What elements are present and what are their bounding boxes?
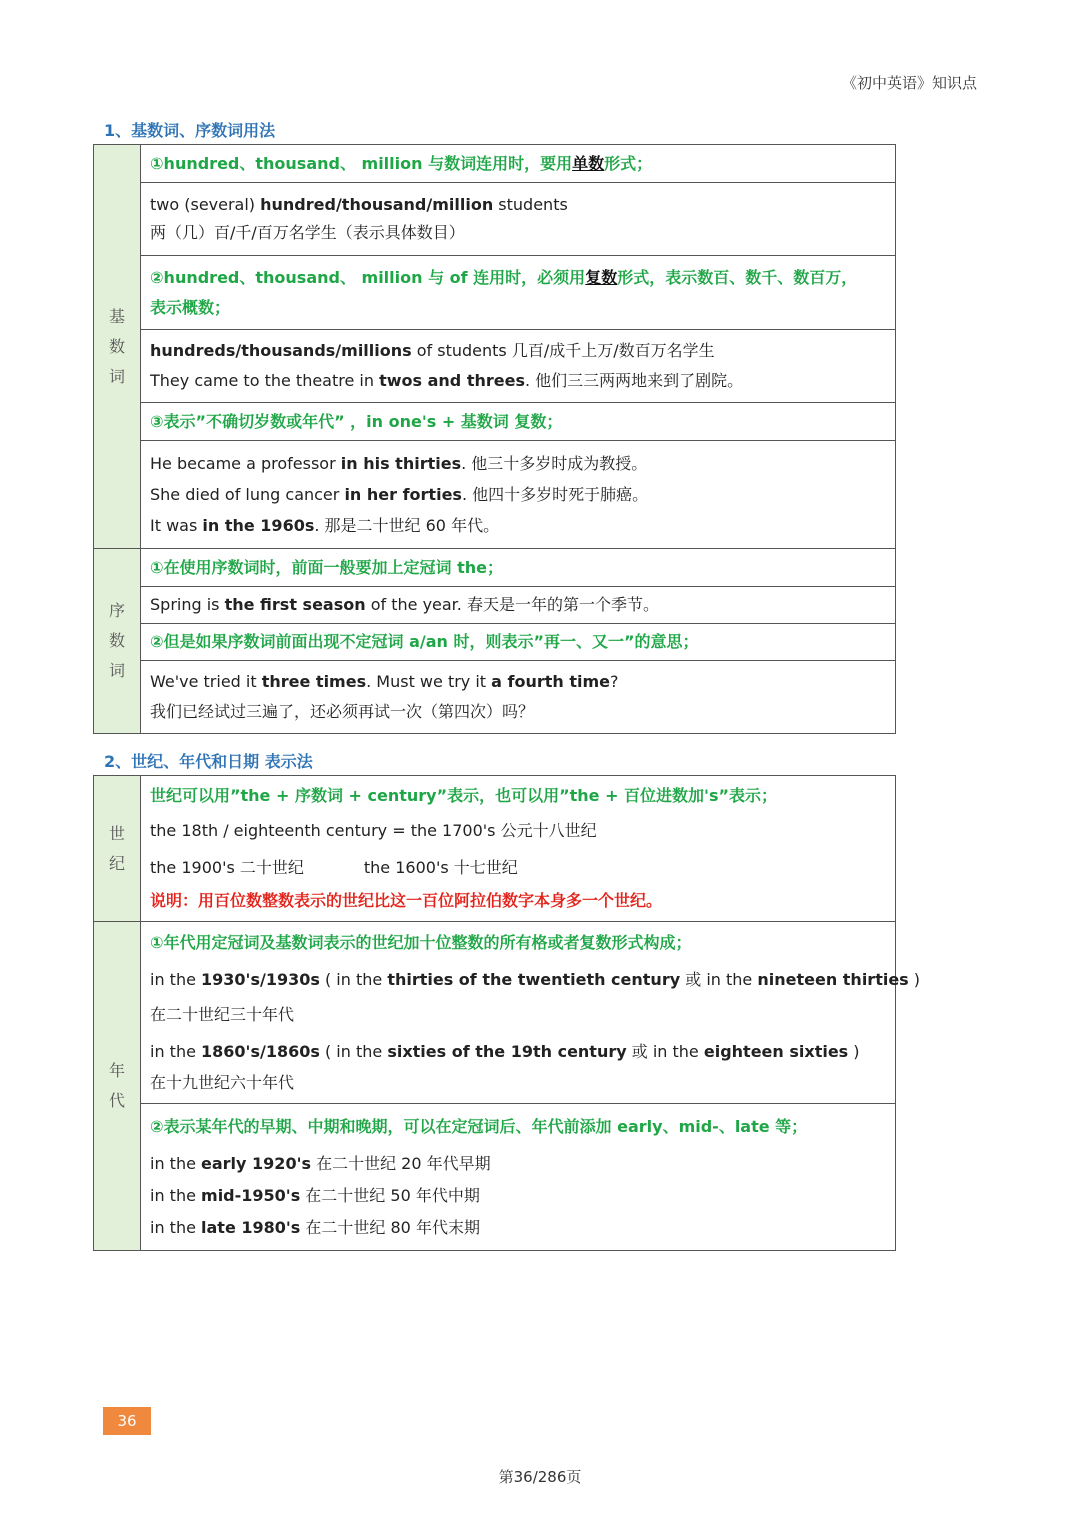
section-title-century-decade: 2、世纪、年代和日期 表示法 xyxy=(104,752,313,771)
rule-cell: ③表示”不确切岁数或年代” ，in one's + 基数词 复数； xyxy=(141,403,896,441)
rule-cell: ②hundred、thousand、 million 与 of 连用时，必须用复数形式，表示数百、数千、数百万， 表示概数； xyxy=(141,256,896,330)
example-cell: Spring is the first season of the year. 春天是一年的第一个季节。 xyxy=(141,587,896,624)
category-decade-label: 年 代 xyxy=(108,1061,125,1110)
category-decade xyxy=(94,922,141,1251)
page-number-badge: 36 xyxy=(103,1407,151,1435)
section-title-cardinal-ordinal: 1、基数词、序数词用法 xyxy=(104,121,276,140)
example-cell: two (several) hundred/thousand/million students 两（几）百/千/百万名学生（表示具体数目） xyxy=(141,183,896,256)
category-century xyxy=(94,776,141,922)
category-cardinal-label: 基 数 词 xyxy=(108,306,125,386)
decade-rule-cell: ①年代用定冠词及基数词表示的世纪加十位整数的所有格或者复数形式构成； in the 1930's/1930s ( in the thirties of the twentieth century 或 in the nineteen thirties ) 在二十世纪三十年代 in the 1860's/1860s ( in the sixties of the 19th century 或 in the eighteen sixties ) 在十九世纪六十年代 xyxy=(141,922,896,1104)
category-century-label: 世 纪 xyxy=(108,823,125,873)
example-cell: hundreds/thousands/millions of students 几百/成千上万/数百万名学生 They came to the theatre in twos and threes. 他们三三两两地来到了剧院。 xyxy=(141,330,896,403)
century-decade-table xyxy=(93,775,921,1251)
example-cell: We've tried it three times. Must we try it a fourth time? 我们已经试过三遍了，还必须再试一次（第四次）吗？ xyxy=(141,661,896,734)
decade-early-mid-late-cell: ②表示某年代的早期、中期和晚期，可以在定冠词后、年代前添加 early、mid-、late 等； in the early 1920's 在二十世纪 20 年代早期 in the mid-1950's 在二十世纪 50 年代中期 in the late 1980's 在二十世纪 80 年代末期 xyxy=(141,1104,896,1251)
category-ordinal-label: 序 数 词 xyxy=(108,601,125,680)
page-indicator: 第36/286页 xyxy=(498,1468,582,1486)
numerals-table xyxy=(93,144,896,734)
book-title: 《初中英语》知识点 xyxy=(841,74,977,92)
example-cell: He became a professor in his thirties. 他三十多岁时成为教授。 She died of lung cancer in her forties. 他四十多岁时死于肺癌。 It was in the 1960s. 那是二十世纪 60 年代。 xyxy=(141,441,896,549)
category-ordinal xyxy=(94,549,141,734)
rule-cell: ①在使用序数词时，前面一般要加上定冠词 the； xyxy=(141,549,896,587)
rule-cell: ②但是如果序数词前面出现不定冠词 a/an 时，则表示”再一、又一”的意思； xyxy=(141,624,896,661)
century-cell: 世纪可以用”the + 序数词 + century”表示，也可以用”the + 百位进数加's”表示； the 18th / eighteenth century = the 1700's 公元十八世纪 the 1900's 二十世纪 the 1600's 十七世纪 说明：用百位数整数表示的世纪比这一百位阿拉伯数字本身多一个世纪。 xyxy=(141,776,896,922)
category-cardinal xyxy=(94,145,141,549)
rule-cell: ①hundred、thousand、 million 与数词连用时，要用单数形式； xyxy=(141,145,896,183)
